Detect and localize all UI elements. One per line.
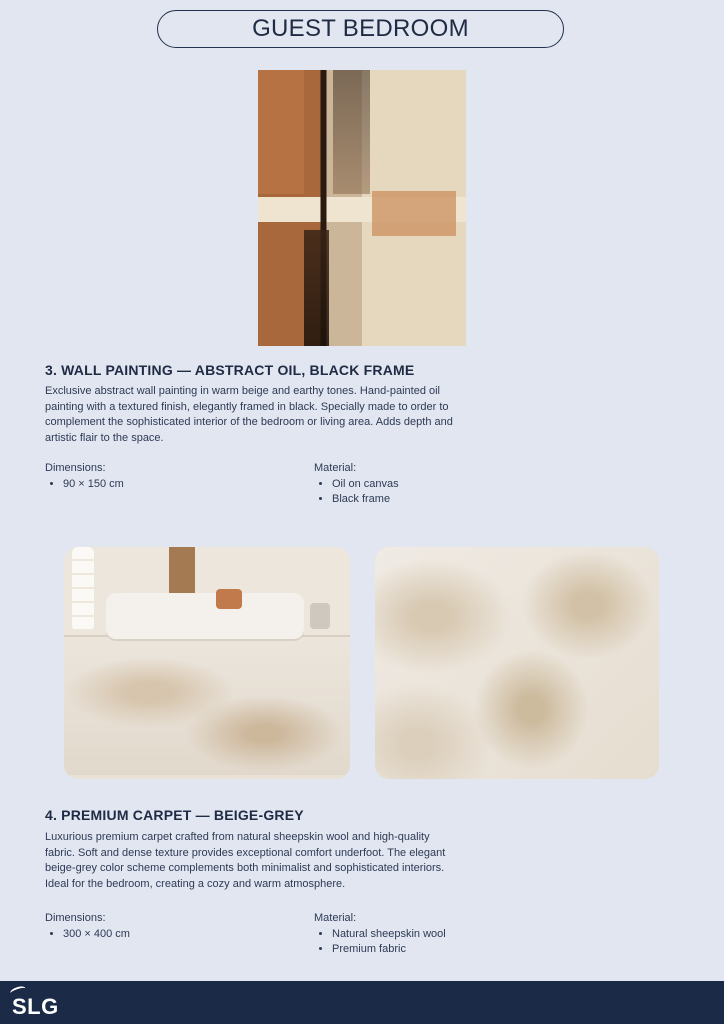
item4-description: Luxurious premium carpet crafted from natural sheepskin wool and high-quality fabric. Soft and dense texture provides exceptional comfort underfoot. The elegant beige-grey color scheme complements both minimalist and sophisticated interiors. Ideal for the bedroom, creating a cozy and warm atmosphere. xyxy=(45,831,446,890)
item4-dimensions-label: Dimensions: xyxy=(45,912,106,924)
item3-heading: 3. WALL PAINTING — ABSTRACT OIL, BLACK FRAME xyxy=(45,362,415,378)
abstract-painting-image xyxy=(258,70,466,346)
item4-dimensions-list xyxy=(45,927,130,942)
item3-material-list xyxy=(314,477,399,507)
page-title: GUEST BEDROOM xyxy=(157,10,564,48)
company-logo: SLG xyxy=(12,994,59,1019)
item3-description: Exclusive abstract wall painting in warm beige and earthy tones. Hand-painted oil painting with a textured finish, elegantly framed in black. Specially made to order to complement the sophisticated interior of the bedroom or living area. Adds depth and artistic flair to the space. xyxy=(45,385,453,444)
carpet-room-photo xyxy=(64,547,350,779)
item4-material-list xyxy=(314,927,446,957)
footer-bar xyxy=(0,981,724,1024)
list-item: • Natural sheepskin wool xyxy=(332,927,446,942)
item3-dimensions-list xyxy=(45,477,124,492)
item4-heading: 4. PREMIUM CARPET — BEIGE-GREY xyxy=(45,807,304,823)
item4-material-label: Material: xyxy=(314,912,357,924)
carpet-texture-photo xyxy=(375,547,659,779)
list-item: • Premium fabric xyxy=(332,942,446,957)
item3-dimensions-label: Dimensions: xyxy=(45,462,106,474)
list-item: • 300 × 400 cm xyxy=(63,927,130,942)
list-item: • 90 × 150 cm xyxy=(63,477,124,492)
list-item: • Black frame xyxy=(332,492,399,507)
item3-material-label: Material: xyxy=(314,462,357,474)
list-item: • Oil on canvas xyxy=(332,477,399,492)
